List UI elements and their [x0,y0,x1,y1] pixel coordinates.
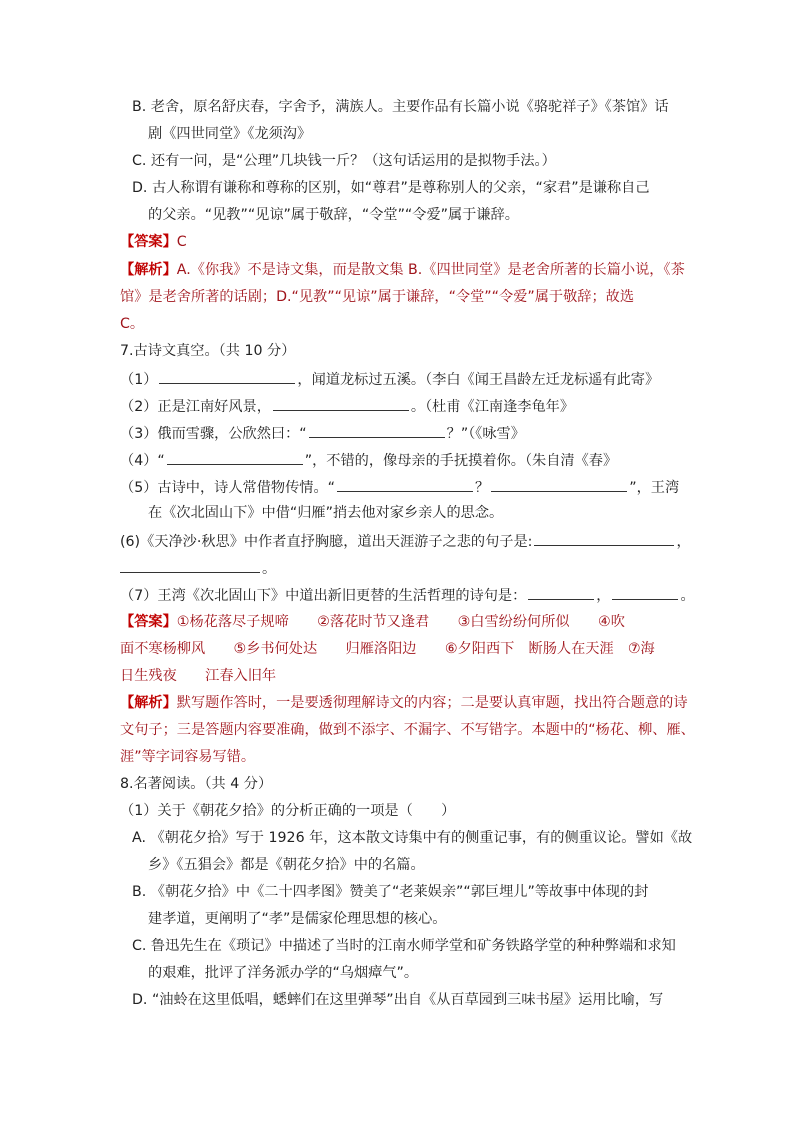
q6-option-d-line2: 的父亲。“见教”“见谅”属于敬辞，“令堂”“令爱”属于谦辞。 [148,207,519,223]
q7-analysis-line1 [120,693,688,715]
q6-option-c: C. 还有一问，是“公理”几块钱一斤？（这句话运用的是拟物手法。） [132,153,556,169]
q7-item-3 [120,422,525,444]
item-text: (6)《天净沙·秋思》中作者直抒胸臆，道出天涯游子之悲的句子是: [120,534,533,550]
fill-blank[interactable] [159,368,295,384]
item-text: （2）正是江南好风景， [120,399,271,415]
q8-title: 8.名著阅读。（共 4 分） [120,776,273,792]
answer-value: C [176,234,187,250]
q6-analysis-line1 [120,260,685,282]
item-text: ”，不错的，像母亲的手抚摸着你。（朱自清《春》 [304,453,618,469]
item-text: 。（杜甫《江南逢李龟年》 [410,399,575,415]
q7-item-2 [120,395,574,417]
answer-tag: 【答案】 [120,234,177,250]
q6-analysis-line2: 馆》是老舍所著的话剧；D.“见教”“见谅”属于谦辞，“令堂”“令爱”属于敬辞；故选 [120,289,635,305]
q7-item-4 [120,449,617,471]
item-text: 。 [680,588,695,604]
q8-option-d-line1: D. “油蛉在这里低唱，蟋蟀们在这里弹琴”出自《从百草园到三味书屋》运用比喻，写 [132,992,664,1008]
item-text: ”，王湾 [629,480,680,496]
item-text: （5）古诗中，诗人常借物传情。“ [120,480,336,496]
item-label: （1） [120,372,158,388]
item-text: 。 [262,561,277,577]
fill-blank[interactable] [534,530,674,546]
q7-answer-line2: 面不寒杨柳风 ⑤乡书何处达 归雁洛阳边 ⑥夕阳西下 断肠人在天涯 ⑦海 [120,641,655,657]
item-text: ， [676,534,691,550]
q7-item-5-line2: 在《次北固山下》中借“归雁”捎去他对家乡亲人的思念。 [148,505,504,521]
q8-option-a-line2: 乡》《五猖会》都是《朝花夕拾》中的名篇。 [148,857,425,873]
fill-blank[interactable] [491,476,627,492]
q8-option-b-line1: B. 《朝花夕拾》中《二十四孝图》赞美了“老莱娱亲”“郭巨埋儿”等故事中体现的封 [132,884,649,900]
answer-tag: 【答案】 [120,614,177,630]
q6-analysis-line3: C。 [120,316,145,332]
item-text: ？”（《咏雪》 [446,426,525,442]
analysis-text: 默写题作答时，一是要透彻理解诗文的内容；二是要认真审题，找出符合题意的诗 [176,695,688,711]
fill-blank[interactable] [167,449,303,465]
item-text: ， [596,588,611,604]
q7-analysis-line2: 文句子；三是答题内容要准确，做到不添字、不漏字、不写错字。本题中的“杨花、柳、雁、 [120,722,695,738]
fill-blank[interactable] [337,476,473,492]
q6-answer [120,232,187,254]
q7-title: 7.古诗文真空。（共 10 分） [120,343,296,359]
q6-option-b-line1: B. 老舍，原名舒庆春，字舍予，满族人。主要作品有长篇小说《骆驼祥子》《茶馆》话 [132,99,669,115]
fill-blank[interactable] [309,422,445,438]
item-text: ？ [475,480,490,496]
analysis-tag: 【解析】 [120,695,177,711]
analysis-text: A.《你我》不是诗文集，而是散文集 B.《四世同堂》是老舍所著的长篇小说，《茶 [176,262,685,278]
item-text: ，闻道龙标过五溪。（李白《闻王昌龄左迁龙标遥有此寄》 [297,372,660,388]
q8-option-a-line1: A. 《朝花夕拾》写于 1926 年，这本散文诗集中有的侧重记事，有的侧重议论。譬如《故 [132,830,693,846]
q6-option-d-line1: D. 古人称谓有谦称和尊称的区别，如“尊君”是尊称别人的父亲，“家君”是谦称自己 [132,180,650,196]
q7-analysis-line3: 涯”等字词容易写错。 [120,749,256,765]
q6-option-b-line2: 剧《四世同堂》《龙须沟》 [148,126,312,142]
q8-option-c-line1: C. 鲁迅先生在《琐记》中描述了当时的江南水师学堂和矿务铁路学堂的种种弊端和求知 [132,938,676,954]
q7-answer-line3: 日生残夜 江春入旧年 [120,668,277,684]
q8-option-c-line2: 的艰难，批评了洋务派办学的“乌烟瘴气”。 [148,965,419,981]
item-text: （4）“ [120,453,165,469]
fill-blank[interactable] [612,584,678,600]
q7-item-7 [120,584,695,606]
item-text: （3）俄而雪骤，公欣然曰：“ [120,426,307,442]
answer-text: ①杨花落尽子规啼 ②落花时节又逢君 ③白雪纷纷何所似 ④吹 [176,614,625,630]
analysis-tag: 【解析】 [120,262,177,278]
q7-answer-line1 [120,612,625,634]
fill-blank[interactable] [273,395,409,411]
q8-subquestion-1: （1）关于《朝花夕拾》的分析正确的一项是（ ） [120,803,456,819]
fill-blank[interactable] [120,557,260,573]
q7-item-1 [120,368,659,390]
q7-item-6-line1 [120,530,691,552]
q7-item-5-line1 [120,476,679,498]
q8-option-b-line2: 建孝道，更阐明了“孝”是儒家伦理思想的核心。 [148,911,447,927]
item-text: （7）王湾《次北固山下》中道出新旧更替的生活哲理的诗句是： [120,588,527,604]
q7-item-6-line2 [120,557,276,579]
fill-blank[interactable] [528,584,594,600]
